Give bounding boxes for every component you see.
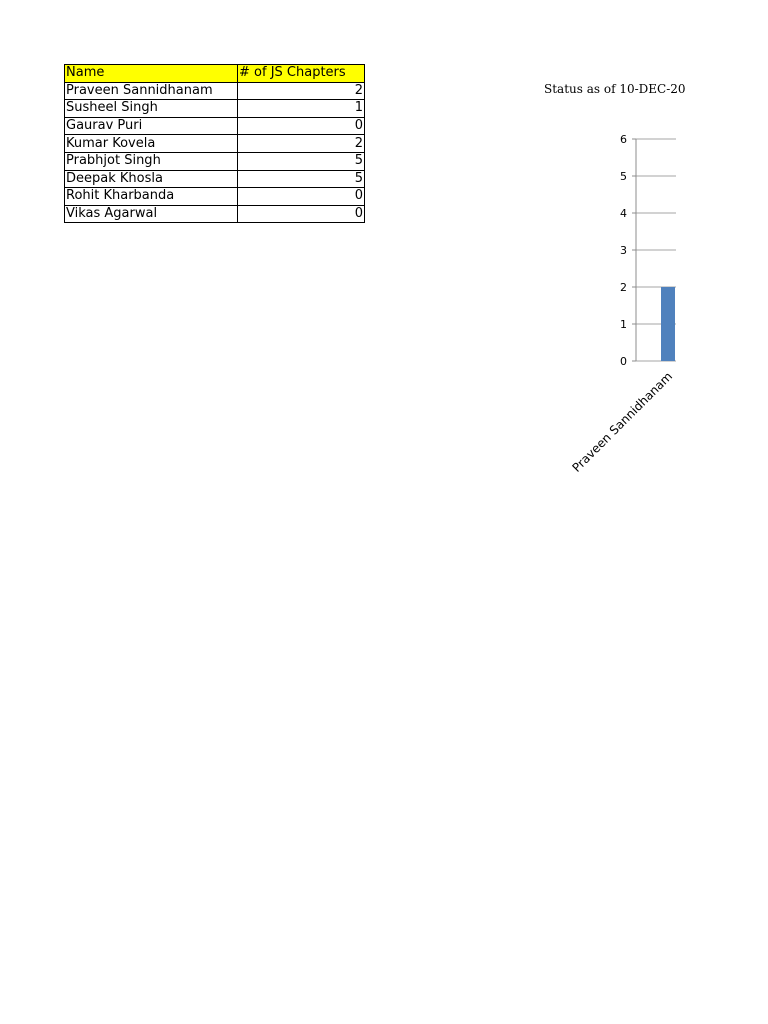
cell-name: Prabhjot Singh — [65, 152, 238, 170]
cell-count: 2 — [238, 135, 365, 153]
bar — [661, 287, 675, 361]
cell-count: 5 — [238, 170, 365, 188]
header-name: Name — [65, 65, 238, 83]
y-tick-label: 2 — [620, 281, 627, 294]
cell-name: Vikas Agarwal — [65, 205, 238, 223]
y-tick-label: 4 — [620, 207, 627, 220]
y-tick-label: 1 — [620, 318, 627, 331]
y-tick-label: 5 — [620, 170, 627, 183]
cell-name: Kumar Kovela — [65, 135, 238, 153]
header-chapters: # of JS Chapters — [238, 65, 365, 83]
cell-name: Deepak Khosla — [65, 170, 238, 188]
y-tick-label: 6 — [620, 133, 627, 146]
y-tick-label: 0 — [620, 355, 627, 368]
x-category-label: Praveen Sannidhanam — [569, 369, 676, 475]
cell-name: Gaurav Puri — [65, 117, 238, 135]
cell-name: Praveen Sannidhanam — [65, 82, 238, 100]
cell-count: 2 — [238, 82, 365, 100]
cell-count: 1 — [238, 100, 365, 118]
cell-count: 0 — [238, 205, 365, 223]
y-tick-label: 3 — [620, 244, 627, 257]
cell-name: Rohit Kharbanda — [65, 188, 238, 206]
chart-title: Status as of 10-DEC-20 — [544, 82, 686, 96]
cell-count: 0 — [238, 117, 365, 135]
cell-count: 5 — [238, 152, 365, 170]
cell-count: 0 — [238, 188, 365, 206]
cell-name: Susheel Singh — [65, 100, 238, 118]
